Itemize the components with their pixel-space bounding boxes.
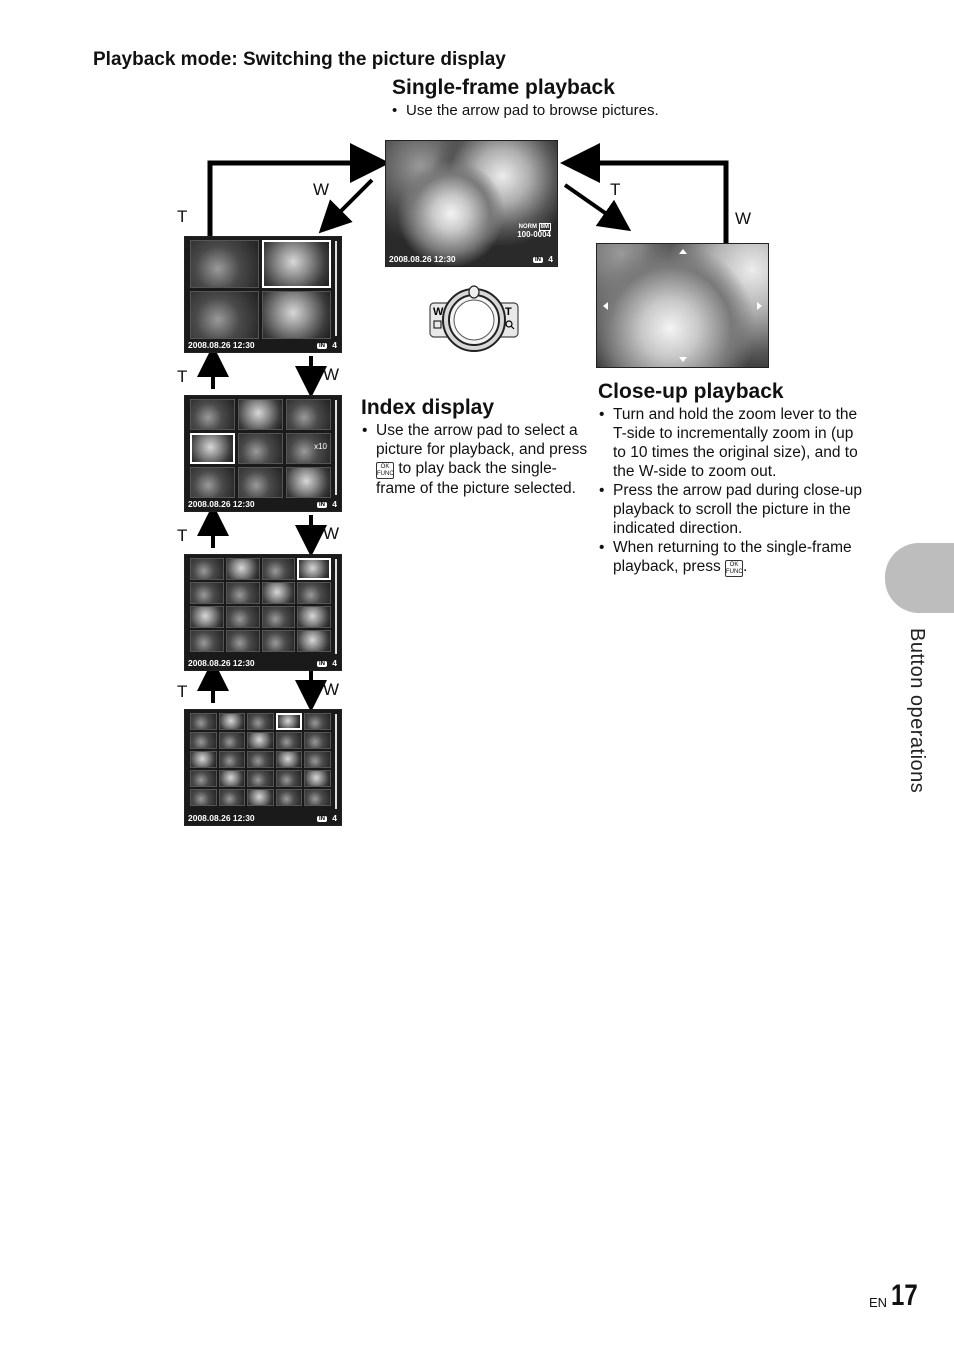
screen-info-overlay (517, 223, 551, 240)
closeup-bullet: • Press the arrow pad during close-up playback to scroll the picture in the indicated direction. (597, 481, 862, 538)
page-number: 17 (891, 1279, 918, 1312)
label-w: W (323, 680, 340, 699)
file-number: 100-0004 (517, 230, 551, 239)
label-w: W (323, 365, 340, 384)
label-t: T (177, 207, 188, 226)
label-t: T (177, 526, 188, 545)
lever-w-label: W (433, 306, 444, 318)
closeup-bullets (597, 405, 862, 577)
label-w: W (323, 524, 340, 543)
index-screen-9: x10 2008.08.26 12:30 IN 4 (184, 395, 342, 512)
index-display-bullets (360, 421, 590, 498)
single-frame-screen (385, 140, 558, 267)
frame-count: 4 (548, 254, 553, 264)
scroll-right-icon (757, 302, 762, 310)
section-tab-label: Button operations (906, 628, 928, 794)
arrow-single-to-index (330, 180, 372, 222)
index-display-title: Index display (361, 396, 495, 419)
arrow-index-to-single (210, 163, 370, 236)
closeup-bullet: • Turn and hold the zoom lever to the T-side to incrementally zoom in (up to 10 times the original size), and to the W-side to zoom out. (597, 405, 862, 481)
closeup-screen (596, 243, 769, 368)
label-t: T (177, 682, 188, 701)
memory-badge: IN (535, 257, 541, 263)
label-t: T (177, 367, 188, 386)
closeup-bullet: • When returning to the single-frame playback, press OK FUNC. (597, 538, 862, 577)
quality-label: NORM (518, 224, 537, 230)
label-w: W (313, 180, 330, 199)
section-tab (885, 543, 954, 613)
label-t: T (610, 180, 621, 199)
footer-lang: EN (869, 1295, 888, 1310)
scroll-up-icon (679, 249, 687, 254)
size-label: 8M (540, 224, 549, 230)
index-screen-16: 2008.08.26 12:30 IN 4 (184, 554, 342, 671)
ok-func-icon: OK FUNC (726, 562, 743, 575)
scroll-left-icon (603, 302, 608, 310)
index-screen-25: 2008.08.26 12:30 IN 4 (184, 709, 342, 826)
lever-t-label: T (505, 306, 512, 318)
page-heading: Playback mode: Switching the picture display (93, 49, 506, 70)
ok-func-icon: OK FUNC (377, 464, 394, 477)
closeup-title: Close-up playback (598, 380, 784, 403)
index-screen-4: 2008.08.26 12:30 IN 4 (184, 236, 342, 353)
datetime: 2008.08.26 12:30 (389, 254, 456, 264)
scroll-down-icon (679, 357, 687, 362)
single-frame-bullet: • Use the arrow pad to browse pictures. (390, 101, 720, 120)
zoom-lever-illustration (428, 283, 520, 353)
index-display-bullet: • Use the arrow pad to select a picture for playback, and press OK FUNC to play back the single-frame of the picture selected. (360, 421, 590, 498)
print-count: x10 (286, 433, 331, 464)
single-frame-title: Single-frame playback (392, 76, 615, 99)
label-w: W (735, 209, 752, 228)
